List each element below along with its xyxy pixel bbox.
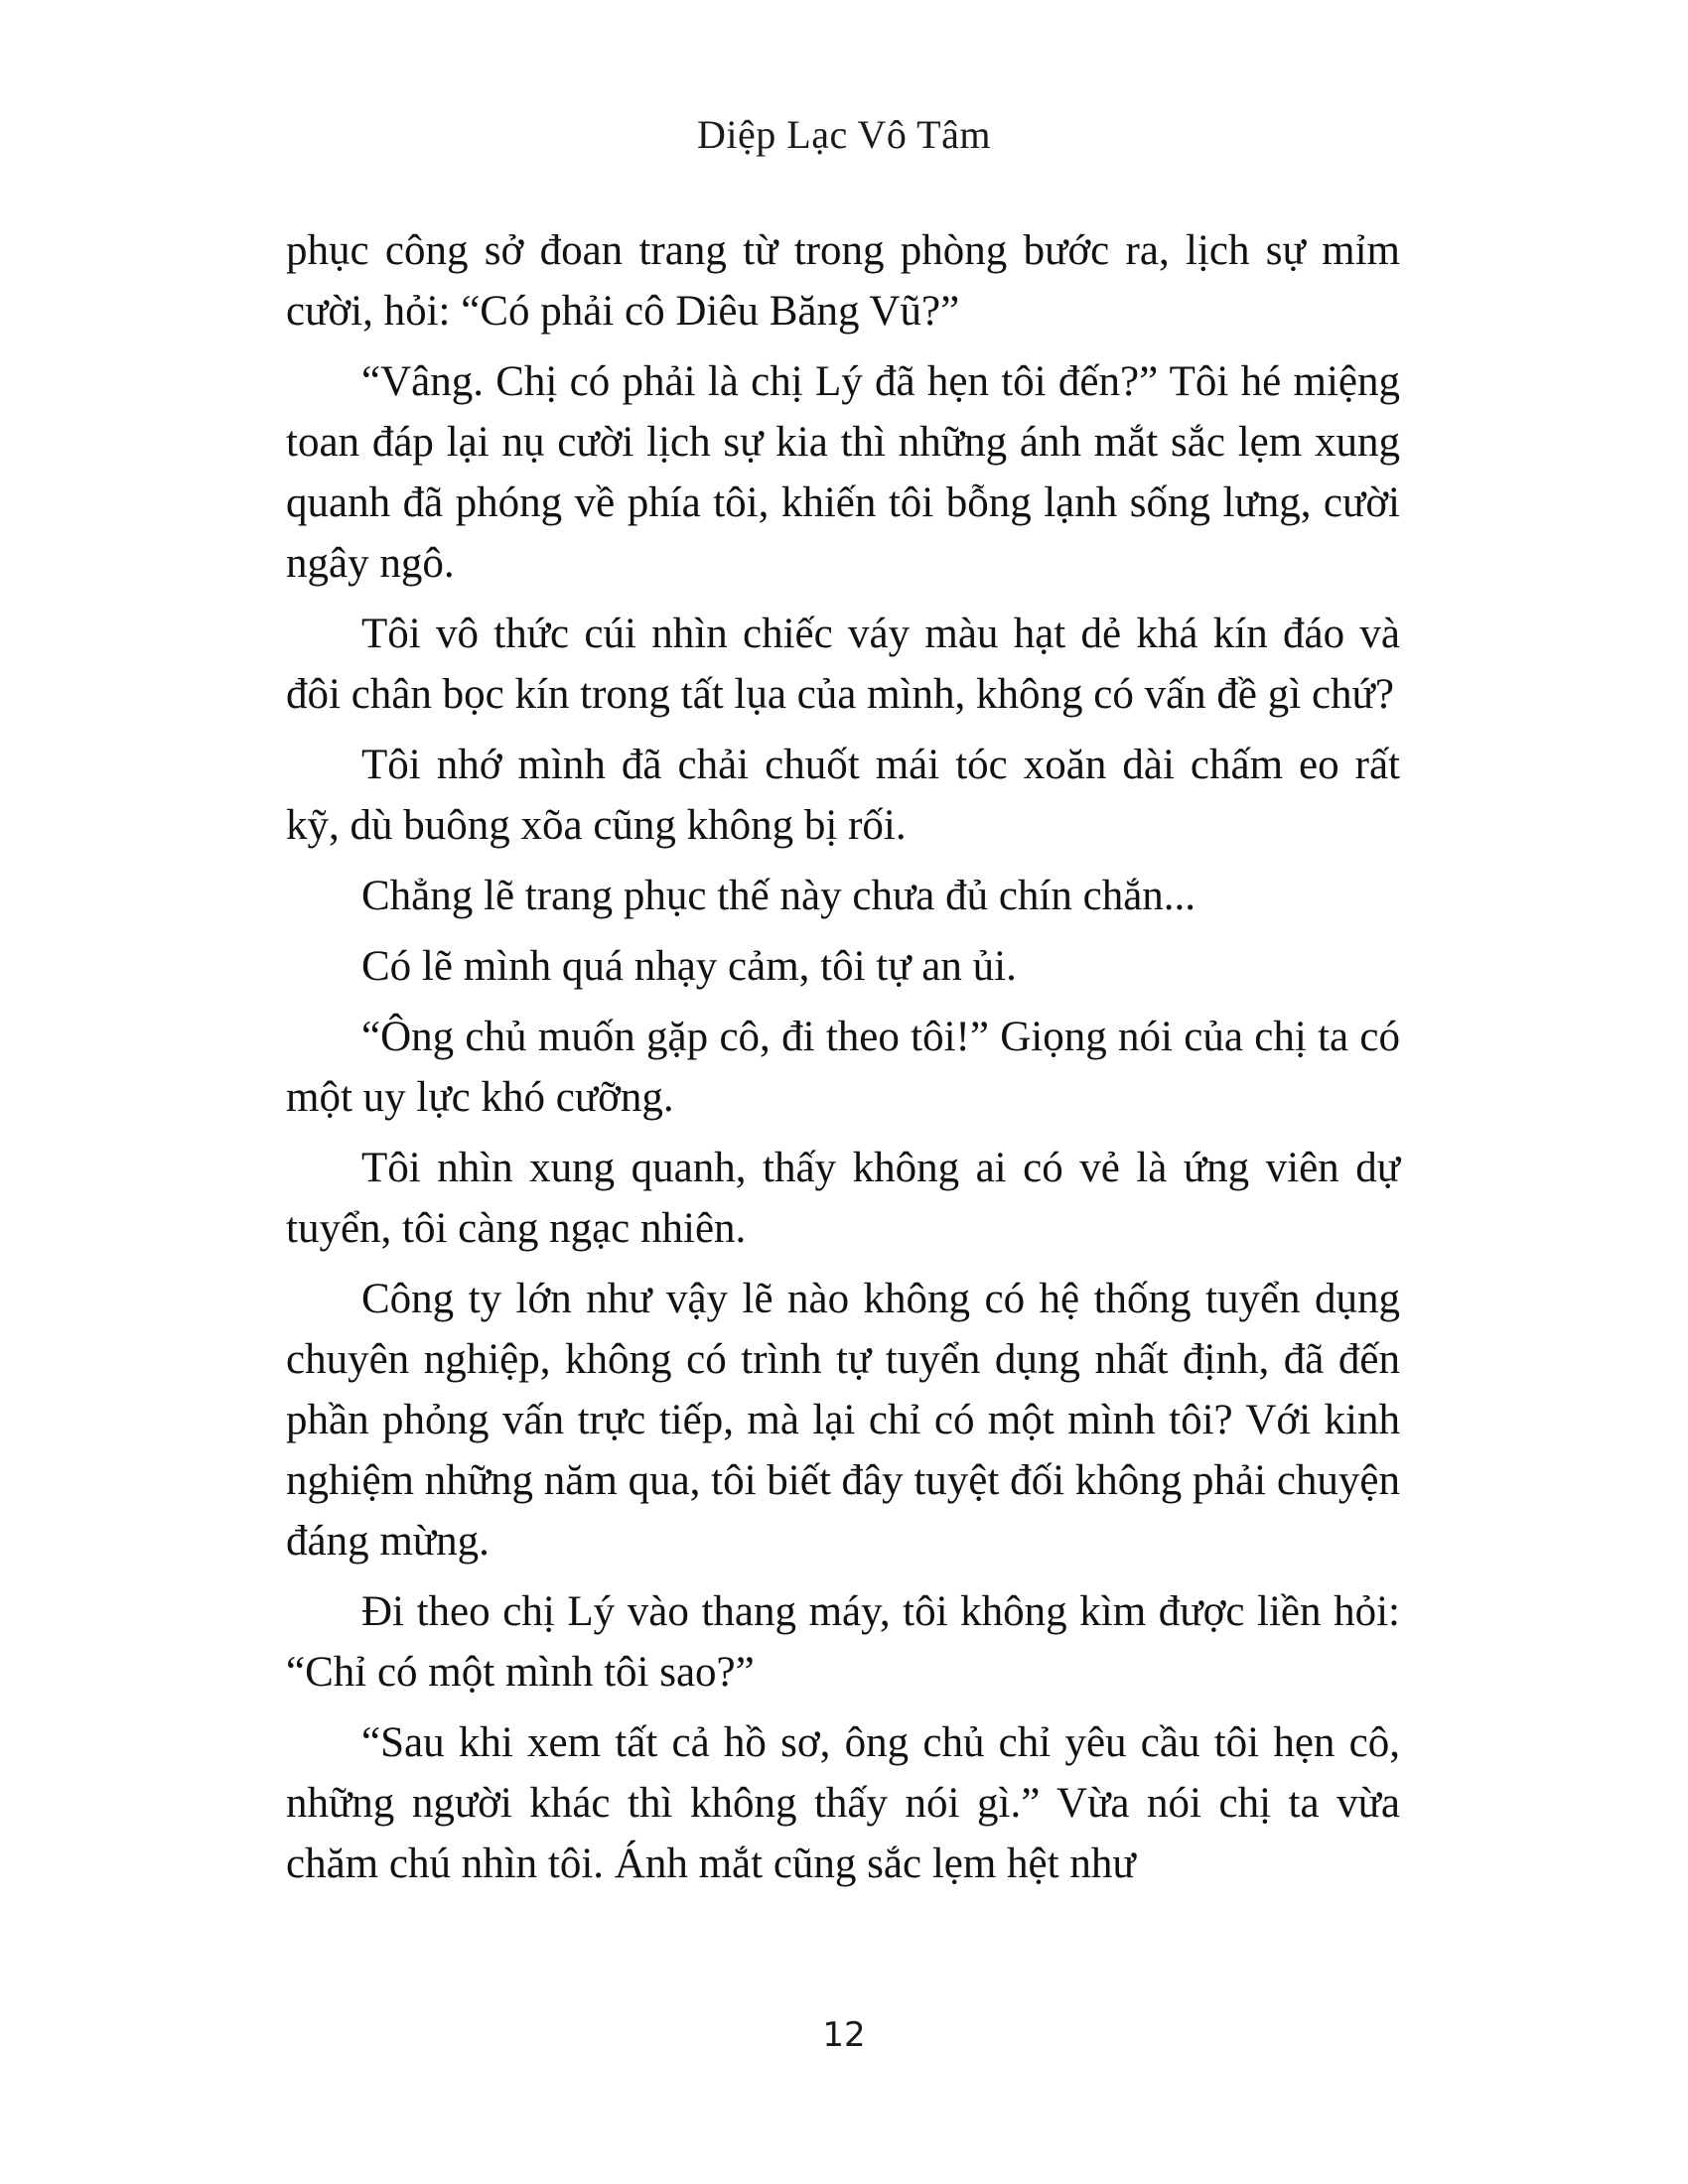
paragraph: Đi theo chị Lý vào thang máy, tôi không kìm được liền hỏi: “Chỉ có một mình tôi sao?” — [286, 1588, 1400, 1696]
body-text — [286, 220, 1400, 1904]
paragraph: Tôi vô thức cúi nhìn chiếc váy màu hạt dẻ khá kín đáo và đôi chân bọc kín trong tất lụa của mình, không có vấn đề gì chứ? — [286, 611, 1400, 718]
paragraph: Có lẽ mình quá nhạy cảm, tôi tự an ủi. — [361, 943, 1017, 990]
paragraph: Công ty lớn như vậy lẽ nào không có hệ thống tuyển dụng chuyên nghiệp, không có trình tự tuyển dụng nhất định, đã đến phần phỏng vấn trực tiếp, mà lại chỉ có một mình tôi? Với kinh nghiệm những năm qua, tôi biết đây tuyệt đối không phải chuyện đáng mừng. — [286, 1276, 1400, 1565]
paragraph: “Vâng. Chị có phải là chị Lý đã hẹn tôi đến?” Tôi hé miệng toan đáp lại nụ cười lịch sự kia thì những ánh mắt sắc lẹm xung quanh đã phóng về phía tôi, khiến tôi bỗng lạnh sống lưng, cười ngây ngô. — [286, 358, 1400, 587]
page-number: 12 — [822, 2015, 866, 2055]
paragraph: Tôi nhớ mình đã chải chuốt mái tóc xoăn dài chấm eo rất kỹ, dù buông xõa cũng không bị rối. — [286, 742, 1400, 849]
running-header-title: Diệp Lạc Vô Tâm — [697, 112, 991, 157]
paragraph-continued: phục công sở đoan trang từ trong phòng bước ra, lịch sự mỉm cười, hỏi: “Có phải cô Diêu Băng Vũ?” — [286, 227, 1400, 335]
paragraph: “Ông chủ muốn gặp cô, đi theo tôi!” Giọng nói của chị ta có một uy lực khó cưỡng. — [286, 1014, 1400, 1121]
paragraph: Tôi nhìn xung quanh, thấy không ai có vẻ là ứng viên dự tuyển, tôi càng ngạc nhiên. — [286, 1145, 1400, 1252]
paragraph: “Sau khi xem tất cả hồ sơ, ông chủ chỉ yêu cầu tôi hẹn cô, những người khác thì không thấy nói gì.” Vừa nói chị ta vừa chăm chú nhìn tôi. Ánh mắt cũng sắc lẹm hệt như — [286, 1719, 1400, 1887]
paragraph: Chẳng lẽ trang phục thế này chưa đủ chín chắn... — [361, 873, 1196, 919]
